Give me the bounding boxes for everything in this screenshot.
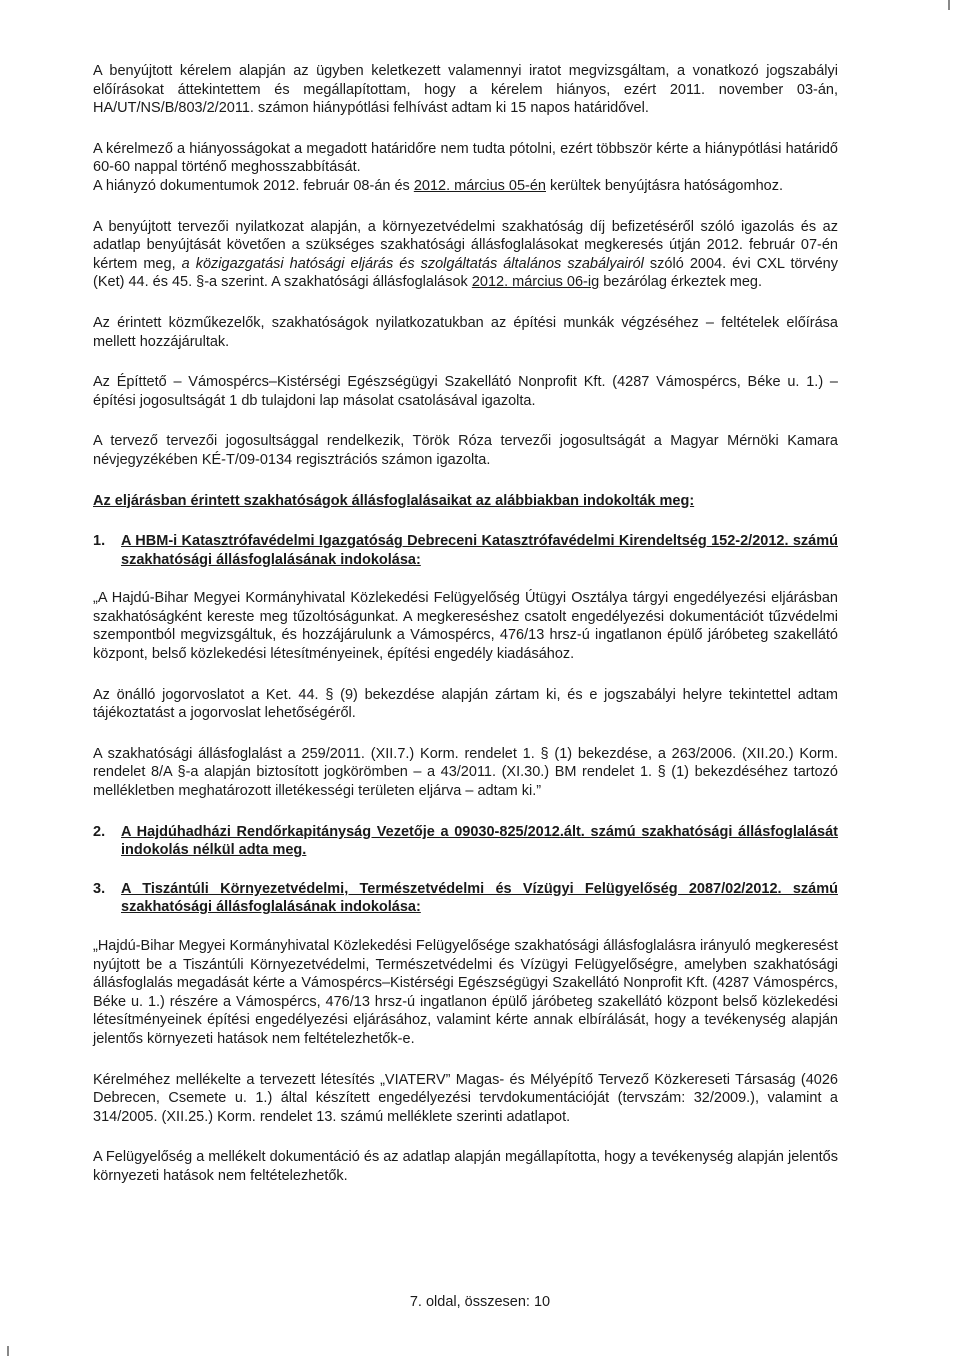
list-item-3: 3. A Tiszántúli Környezetvédelmi, Természetvédelmi és Vízügyi Felügyelőség 2087/02/2012. számú szakhatósági állásfoglalásának indokolása:: [93, 880, 838, 916]
paragraph-designer-rights: A tervező tervezői jogosultsággal rendelkezik, Török Róza tervezői jogosultságát a Magyar Mérnöki Kamara névjegyzékében KÉ-T/09-0134 regisztrációs számon igazolta.: [93, 433, 838, 468]
list-item-1: 1. A HBM-i Katasztrófavédelmi Igazgatóság Debreceni Katasztrófavédelmi Kirendeltség 152-2/2012. számú szakhatósági állásfoglalásának indokolása:: [93, 533, 838, 568]
item-title: A Hajdúhadházi Rendőrkapitányság Vezetője a 09030-825/2012.ált. számú szakhatósági állásfoglalását indokolás nélkül adta meg: [121, 823, 838, 859]
paragraph-missing-documents: A hiányzó dokumentumok 2012. február 08-án és 2012. március 05-én kerültek benyújtásra hatóságomhoz.: [93, 177, 783, 194]
document-body: [93, 62, 838, 1208]
quote-environment-1: „Hajdú-Bihar Megyei Kormányhivatal Közlekedési Felügyelősége szakhatósági állásfoglalásra irányuló megkeresést nyújtott be a Tiszántúli Környezetvédelmi, Természetvédelmi és Vízügyi Felügyelőségre, amelyben szakhatósági állásfoglalás megadását kérte a Vámospércs–Kistérségi Egészségügyi Szakellátó Nonprofit Kft. (4287 Vámospércs, Béke u. 1.) részére a Vámospércs, 476/13 hrsz-ú ingatlanon épülő járóbeteg szakellátó központ belső közlekedési létesítményeinek építési engedélyezési eljárásához, valamint kérte annak elbírálását, hogy a tevékenység alapján jelentős környezeti hatások nem feltételezhetők-e.: [93, 938, 838, 1047]
paragraph-authority-requests: A benyújtott tervezői nyilatkozat alapján, a környezetvédelmi szakhatóság díj befizetéséről szóló igazolás és az adatlap benyújtását követően a szükséges szakhatósági állásfoglalásokat megkeresés útján 2012. február 07-én kértem meg, a közigazgatási hatósági eljárás és szolgáltatás általános szabályairól szóló 2004. évi CXL törvény (Ket) 44. és 45. §-a szerint. A szakhatósági állásfoglalások 2012. március 06-ig bezárólag érkeztek meg.: [93, 218, 838, 291]
quote-environment-3: A Felügyelőség a mellékelt dokumentáció és az adatlap alapján megállapította, hogy a tevékenység alapján jelentős környezeti hatások nem feltételezhetők.: [93, 1149, 838, 1184]
quote-disaster-2: Az önálló jogorvoslatot a Ket. 44. § (9) bekezdése alapján zártam ki, és e jogszabályi helyre tekintettel adtam tájékoztatást a jogorvoslat lehetőségéről.: [93, 686, 838, 722]
paragraph-utility-consent: Az érintett közműkezelők, szakhatóságok nyilatkozatukban az építési munkák végzéséhez – feltételek előírása mellett hozzájárultak.: [93, 314, 838, 350]
quote-environment-2: Kérelméhez mellékelte a tervezett létesítés „VIATERV” Magas- és Mélyépítő Tervező Közkereseti Társaság (4026 Debrecen, Csemete u. 1.) által készített engedélyezési tervdokumentációját (tervszám: 32/2009.), valamint a 314/2005. (XII.25.) Korm. rendelet 13. számú melléklete szerinti adatlapot.: [93, 1071, 838, 1125]
scan-mark-bottom: [7, 1346, 9, 1356]
scan-mark-top: [948, 0, 950, 10]
quote-disaster-1: „A Hajdú-Bihar Megyei Kormányhivatal Közlekedési Felügyelőség Útügyi Osztálya tárgyi engedélyezési eljárásban szakhatóságként kereste meg tűzoltóságunkat. A megkereséshez csatolt engedélyezési dokumentációt tűzvédelmi szempontból megvizsgáltuk, és hozzájárulunk a Vámospércs, 476/13 hrsz-ú ingatlanon épülő járóbeteg szakellátó központ, belső közlekedési létesítményeinek, építési engedély kiadásához.: [93, 590, 838, 663]
list-item-2: 2. A Hajdúhadházi Rendőrkapitányság Vezetője a 09030-825/2012.ált. számú szakhatósági állásfoglalását indokolás nélkül adta meg.: [93, 823, 838, 859]
paragraph-deficiency-notice: A benyújtott kérelem alapján az ügyben keletkezett valamennyi iratot megvizsgáltam, a vonatkozó jogszabályi előírásokat áttekintettem és megállapítottam, hogy a kérelem hiányos, ezért 2011. november 03-án, HA/UT/NS/B/803/2/2011. számon hiánypótlási felhívást adtam ki 15 napos határidővel.: [93, 63, 838, 117]
item-title: A Tiszántúli Környezetvédelmi, Természetvédelmi és Vízügyi Felügyelőség 2087/02/2012. számú szakhatósági állásfoglalásának indokolása: [121, 880, 838, 916]
item-number: 1.: [93, 533, 106, 550]
paragraph-builder-rights: Az Építtető – Vámospércs–Kistérségi Egészségügyi Szakellátó Nonprofit Kft. (4287 Vámospércs, Béke u. 1.) – építési jogosultságát 1 db tulajdoni lap másolat csatolásával igazolta.: [93, 374, 838, 409]
item-number: 3.: [93, 880, 106, 897]
quote-disaster-3: A szakhatósági állásfoglalást a 259/2011. (XII.7.) Korm. rendelet 1. § (1) bekezdése, a 263/2006. (XII.20.) Korm. rendelet 8/A §-a alapján biztosított jogkörömben – a 43/2011. (XI.30.) BM rendelet 1. § (1) bekezdéséhez tartozó mellékletben meghatározott illetékességi területen eljárva – adtam ki.”: [93, 745, 838, 800]
section-heading: Az eljárásban érintett szakhatóságok állásfoglalásaikat az alábbiakban indokolták meg:: [93, 492, 695, 509]
paragraph-deadline-extension: A kérelmező a hiányosságokat a megadott határidőre nem tudta pótolni, ezért többször kérte a hiánypótlási határidő 60-60 nappal történő meghosszabbítását.: [93, 140, 838, 176]
page-footer: 7. oldal, összesen: 10: [409, 1294, 551, 1310]
item-number: 2.: [93, 823, 106, 840]
item-title: A HBM-i Katasztrófavédelmi Igazgatóság Debreceni Katasztrófavédelmi Kirendeltség 152-2/2012. számú szakhatósági állásfoglalásának indokolása: [121, 533, 838, 568]
